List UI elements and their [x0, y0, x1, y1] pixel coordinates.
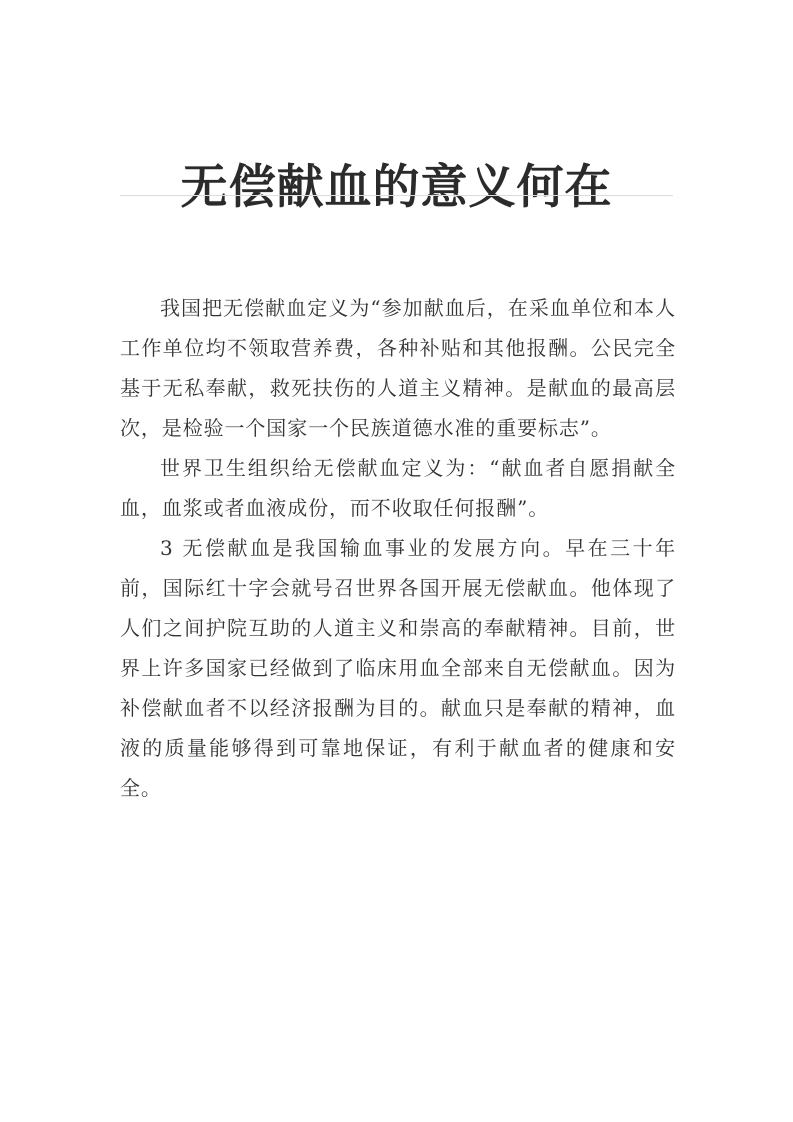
- document-title: 无偿献血的意义何在: [180, 160, 613, 216]
- paragraph: 3 无偿献血是我国输血事业的发展方向。早在三十年前，国际红十字会就号召世界各国开展无偿献血。他体现了人们之间护院互助的人道主义和崇高的奉献精神。目前，世界上许多国家已经做到了临床用血全部来自无偿献血。因为补偿献血者不以经济报酬为目的。献血只是奉献的精神，血液的质量能够得到可靠地保证，有利于献血者的健康和安全。: [120, 536, 676, 800]
- title-divider: [120, 195, 673, 196]
- paragraph: 世界卫生组织给无偿献血定义为：“献血者自愿捐献全血，血浆或者血液成份，而不收取任何报酬”。: [120, 456, 676, 520]
- document-body: [120, 288, 676, 808]
- paragraph: 我国把无偿献血定义为“参加献血后，在采血单位和本人工作单位均不领取营养费，各种补贴和其他报酬。公民完全基于无私奉献，救死扶伤的人道主义精神。是献血的最高层次，是检验一个国家一个民族道德水准的重要标志”。: [120, 296, 676, 440]
